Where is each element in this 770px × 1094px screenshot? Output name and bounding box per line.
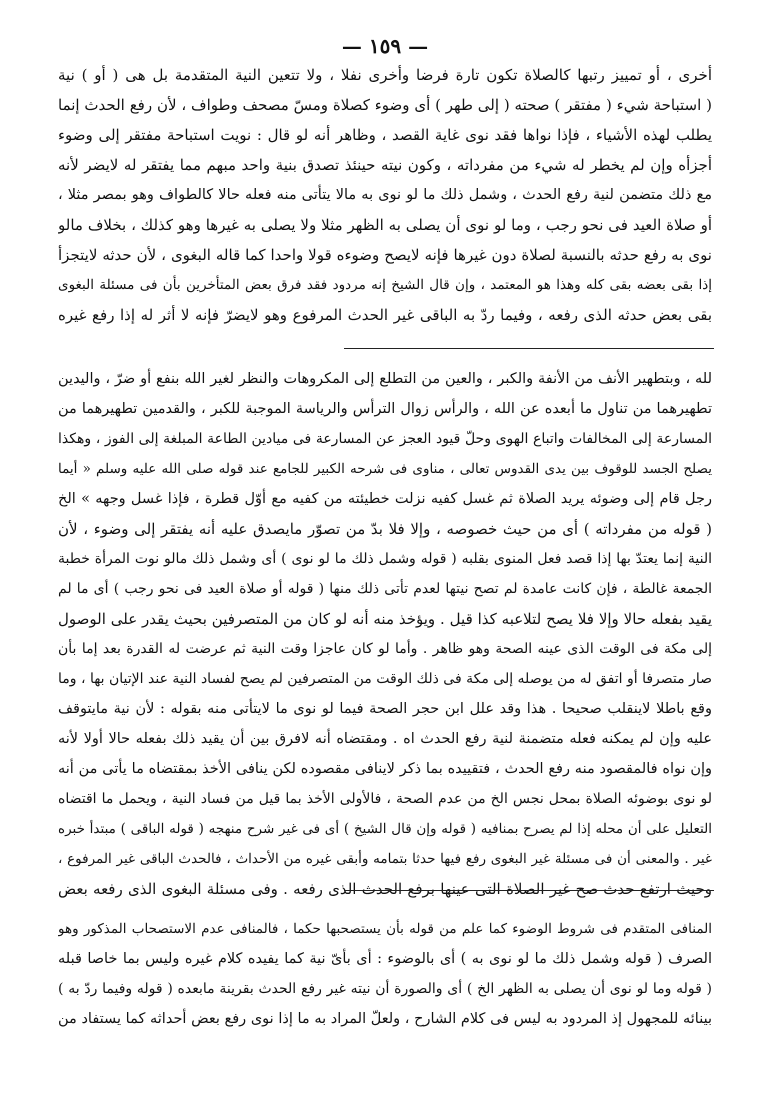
text-line: عليه وإن لم يمكنه فعله متضمنة لنية رفع الحدث اه . ومقتضاه أنه لافرق بين أن يقيد ذلك بفعله حالا أولا لأنه xyxy=(58,731,712,747)
text-line: مع ذلك متضمن لنية رفع الحدث ، وشمل ذلك ما لو نوى به مالا يتأتى منه فعله حالا كالطواف وهو بمصر مثلا ، xyxy=(58,187,712,203)
text-line: وإن نواه فالمقصود منه رفع الحدث ، فتقييده بما ذكر لاينافى مقصوده لكن ينافى الأخذ بمقتضاه ما يأتى من أنه xyxy=(58,761,712,777)
text-line: نوى به رفع حدثه بالنسبة لصلاة دون غيرها فإنه لايصح وضوءه قولا واحدا كما قاله البغوى ، لأن حدثه لايتجزأ xyxy=(58,246,712,264)
text-line: ( استباحة شيء ( مفتقر ) صحته ( إلى طهر ) أى وضوء كصلاة ومسّ مصحف وطواف ، لأن رفع الحدث إنما xyxy=(58,96,712,114)
text-line: إلى مكة فى الوقت الذى عينه الصحة وهو ظاهر . وأما لو كان عاجزا وقت النية ثم عرضت له القدرة بعد إما بأن xyxy=(58,641,712,657)
section-divider xyxy=(344,348,714,349)
text-line: يصلح الجسد للوقوف بين يدى القدوس تعالى ، مناوى فى شرحه الكبير للجامع عند قوله صلى الله عليه وسلم « أيما xyxy=(58,461,712,477)
text-line: وحيث ارتفع حدث صح غير الصلاة التى عينها برفع الحدث الذى رفعه . وفى مسئلة البغوى الذى رفعه بعض xyxy=(58,880,712,898)
page-number: — ١٥٩ — xyxy=(341,34,429,58)
text-line: لله ، وبتطهير الأنف من الأنفة والكبر ، والعين من التطلع إلى المكروهات والنظر لغير الله بنفع أو ضرّ ، واليدين xyxy=(58,371,712,387)
text-line: بينائه للمجهول إذ المردود به ليس فى كلام الشارح ، ولعلّ المراد به ما إذا نوى رفع بعض أحداثه كما يستفاد من xyxy=(58,1011,712,1027)
section-divider xyxy=(344,890,714,891)
text-line: التعليل على أن محله إذا لم يصرح بمنافيه ( قوله وإن قال الشيخ ) أى فى غير شرح منهجه ( قوله الباقى ) مبتدأ خبره xyxy=(58,821,712,837)
text-line: لو نوى بوضوئه الصلاة بمحل نجس الخ من عدم الصحة ، فالأولى الأخذ بما قيل من فساد النية ، ويحمل ما اقتضاه xyxy=(58,791,712,807)
text-line: ( قوله وما لو نوى أن يصلى به الظهر الخ ) أى والصورة أن نيته غير رفع الحدث بقرينة مابعده ( قوله وفيما ردّ به ) xyxy=(58,981,712,997)
text-line: النية إنما يعتدّ بها إذا قصد فعل المنوى بقلبه ( قوله وشمل ذلك ما لو نوى ) أى وشمل ذلك مالو نوت المرأة خطبة xyxy=(58,551,712,567)
text-line: رجل قام إلى وضوئه يريد الصلاة ثم غسل كفيه نزلت خطيئته من كفيه مع أوّل قطرة ، فإذا غسل وجهه » الخ xyxy=(58,491,712,507)
text-line: يطلب لهذه الأشياء ، فإذا نواها فقد نوى غاية القصد ، وظاهر أنه لو قال : نويت استباحة مفتقر إلى وضوء xyxy=(58,126,712,144)
text-line: بقى بعض حدثه الذى رفعه ، وفيما ردّ به الباقى غير الحدث المرفوع وهو لايضرّ فإنه لا أثر له إذا رفع غيره xyxy=(58,306,712,324)
text-line: الصرف ( قوله وشمل ذلك ما لو نوى به ) أى بالوضوء : أى بأىّ نية كما يفيده كلام غيره وليس بما خاصا قبله xyxy=(58,951,712,967)
text-line: إذا بقى بعضه بقى كله وهذا هو المعتمد ، وإن قال الشيخ إنه مردود فقد فرق بعض المتأخرين بأن فى مسئلة البغوى xyxy=(58,277,712,293)
text-line: ( قوله من مفرداته ) أى من حيث خصوصه ، وإلا فلا بدّ من تصوّر مايصدق عليه أنه يفتقر إلى وضوء ، لأن xyxy=(58,520,712,538)
middle-text-block xyxy=(58,364,712,904)
text-line: وقع باطلا لاينقلب صحيحا . هذا وقد علل ابن حجر الصحة فيما لو نوى ما لايتأتى منه بقوله : لأن نية مايتوقف xyxy=(58,701,712,717)
text-line: صار متصرفا أو اتفق له من يوصله إلى مكة فى ذلك الوقت من المتصرفين لم يصح لفساد النية عند الإتيان بها ، وما xyxy=(58,671,712,687)
text-line: غير . والمعنى أن فى مسئلة غير البغوى رفع فيها حدثا بتمامه وأبقى غيره من الأحداث ، فالحدث الباقى غير المرفوع ، xyxy=(58,851,712,867)
text-line: أجزأه وإن لم يخطر له شيء من مفرداته ، وكون نيته حينئذ تصدق بنية واحد مبهم مما يفتقر له لايضر لأنه xyxy=(58,156,712,174)
text-line: تطهيرهما من تناول ما أبعده عن الله ، والرأس زوال الترأس والرياسة الموجبة للكبر ، والقدمين تطهيرهما من xyxy=(58,401,712,417)
bottom-text-block xyxy=(58,914,712,1034)
text-line: أو صلاة العيد فى نحو رجب ، وما لو نوى أن يصلى به الظهر مثلا ولا يصلى به غيرها وهو كذلك ، بخلاف مالو xyxy=(58,216,712,234)
text-line: الجمعة غالطة ، فإن كانت عامدة لم تصح نيتها لعدم تأتى ذلك منها ( قوله أو صلاة العيد فى نحو رجب ) أى ما لم xyxy=(58,581,712,597)
text-line: المسارعة إلى المخالفات واتباع الهوى وحلّ قيود العجز عن المسارعة فى ميادين الطاعة المبلغة إلى الفوز ، وهكذا xyxy=(58,431,712,447)
text-line: المنافى المتقدم فى شروط الوضوء كما علم من قوله بأن يستصحبها حكما ، فالمنافى عدم الاستصحاب المذكور وهو xyxy=(58,921,712,937)
text-line: يقيد بفعله حالا وإلا فلا يصح لتلاعبه كذا قيل . ويؤخذ منه أنه لو كان من المتصرفين بحيث يقدر على الوصول xyxy=(58,610,712,628)
main-text-block xyxy=(58,60,712,330)
text-line: أخرى ، أو تمييز رتبها كالصلاة تكون تارة فرضا وأخرى نفلا ، ولا تتعين النية المتقدمة بل هى ( أو ) نية xyxy=(58,66,712,84)
